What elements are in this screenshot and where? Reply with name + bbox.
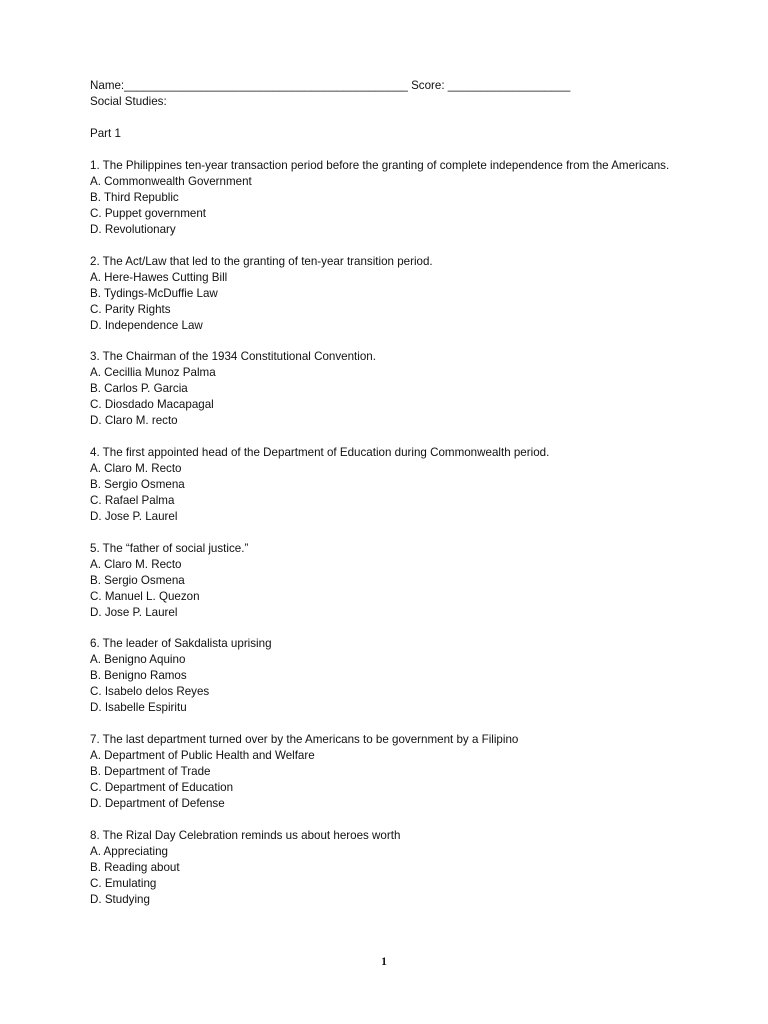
option-c: C. Puppet government <box>90 207 207 220</box>
option-b: B. Benigno Ramos <box>90 669 187 683</box>
option-a: A. Department of Public Health and Welfare <box>90 749 315 763</box>
question-7 <box>90 732 690 812</box>
question-5 <box>90 541 690 621</box>
question-8 <box>90 828 690 908</box>
subject-label: Social Studies: <box>90 95 167 108</box>
option-a: A. Commonwealth Government <box>90 175 252 188</box>
option-b: B. Carlos P. Garcia <box>90 382 188 396</box>
option-c: C. Isabelo delos Reyes <box>90 685 210 699</box>
question-6 <box>90 636 690 716</box>
option-c: C. Emulating <box>90 876 157 890</box>
option-b: B. Sergio Osmena <box>90 478 185 492</box>
question-text: 5. The “father of social justice.” <box>90 541 249 555</box>
option-b: B. Reading about <box>90 860 180 874</box>
question-text: 1. The Philippines ten-year transaction period before the granting of complete independence from the Americans. <box>90 159 670 172</box>
option-b: B. Tydings-McDuffie Law <box>90 286 218 300</box>
option-a: A. Benigno Aquino <box>90 653 186 667</box>
option-c: C. Diosdado Macapagal <box>90 398 214 412</box>
option-a: A. Cecillia Munoz Palma <box>90 366 216 380</box>
option-d: D. Jose P. Laurel <box>90 510 178 524</box>
page-number: 1 <box>381 956 387 968</box>
option-a: A. Claro M. Recto <box>90 462 182 476</box>
question-3 <box>90 349 690 429</box>
option-d: D. Revolutionary <box>90 223 176 236</box>
option-c: C. Department of Education <box>90 781 234 795</box>
question-2 <box>90 254 690 334</box>
question-text: 8. The Rizal Day Celebration reminds us about heroes worth <box>90 828 401 842</box>
question-text: 2. The Act/Law that led to the granting of ten-year transition period. <box>90 254 433 268</box>
question-text: 3. The Chairman of the 1934 Constitutional Convention. <box>90 350 376 364</box>
option-d: D. Claro M. recto <box>90 414 178 428</box>
option-d: D. Department of Defense <box>90 797 225 811</box>
name-score-line: Name:____________________________________________ Score: ___________________ <box>90 79 571 92</box>
option-b: B. Sergio Osmena <box>90 573 185 587</box>
part-heading: Part 1 <box>90 127 121 140</box>
spacer <box>90 142 690 158</box>
spacer <box>90 110 690 126</box>
option-d: D. Jose P. Laurel <box>90 605 178 619</box>
option-d: D. Studying <box>90 892 150 906</box>
option-a: A. Appreciating <box>90 844 168 858</box>
question-text: 6. The leader of Sakdalista uprising <box>90 637 272 651</box>
option-a: A. Here-Hawes Cutting Bill <box>90 270 228 284</box>
option-d: D. Isabelle Espiritu <box>90 701 187 715</box>
question-text: 7. The last department turned over by the Americans to be government by a Filipino <box>90 733 519 747</box>
option-c: C. Manuel L. Quezon <box>90 589 200 603</box>
option-d: D. Independence Law <box>90 318 203 332</box>
option-b: B. Third Republic <box>90 191 179 204</box>
question-text: 4. The first appointed head of the Department of Education during Commonwealth period. <box>90 446 550 460</box>
document-page <box>90 78 690 924</box>
option-c: C. Rafael Palma <box>90 494 175 508</box>
question-4 <box>90 445 690 525</box>
option-b: B. Department of Trade <box>90 765 211 779</box>
option-c: C. Parity Rights <box>90 302 171 316</box>
question-1 <box>90 158 690 238</box>
option-a: A. Claro M. Recto <box>90 557 182 571</box>
